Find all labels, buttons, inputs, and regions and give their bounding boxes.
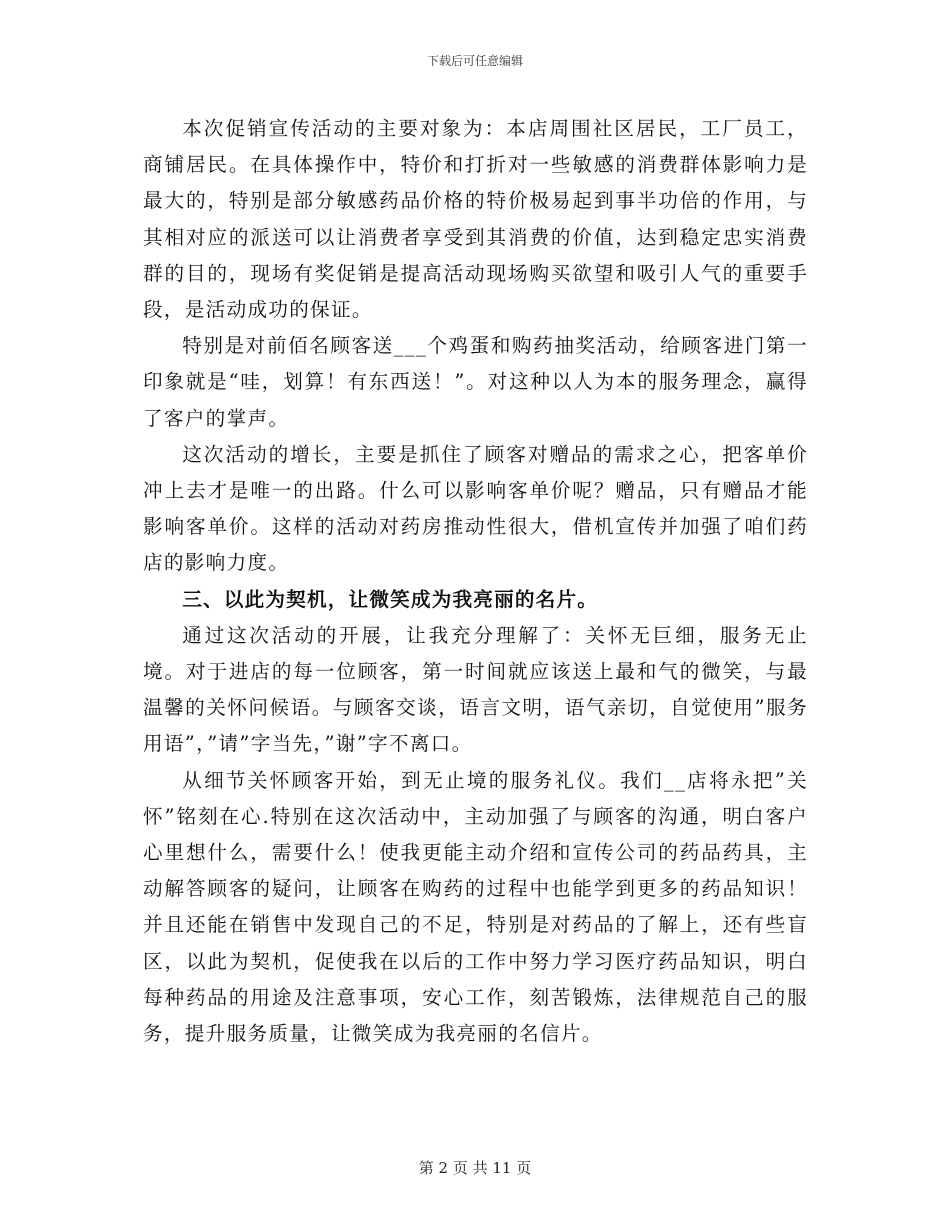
paragraph-gift-growth: 这次活动的增长，主要是抓住了顾客对赠品的需求之心，把客单价冲上去才是唯一的出路。什么可以影响客单价呢？赠品，只有赠品才能影响客单价。这样的活动对药房推动性很大，借机宣传并加强了咱们药店的影响力度。 xyxy=(143,442,808,575)
page-header-note: 下载后可任意编辑 xyxy=(426,54,523,68)
page-number-footer: 第 2 页 共 11 页 xyxy=(418,1159,532,1177)
paragraph-egg-giveaway: 特别是对前佰名顾客送___个鸡蛋和购药抽奖活动，给顾客进门第一印象就是“哇，划算！有东西送！”。对这种以人为本的服务理念，赢得了客户的掌声。 xyxy=(143,334,808,430)
section-heading-smile: 三、以此为契机，让微笑成为我亮丽的名片。 xyxy=(182,587,599,611)
paragraph-promotion-targets: 本次促销宣传活动的主要对象为：本店周围社区居民，工厂员工，商铺居民。在具体操作中，特价和打折对一些敏感的消费群体影响力是最大的，特别是部分敏感药品价格的特价极易起到事半功倍的作用，与其相对应的派送可以让消费者享受到其消费的价值，达到稳定忠实消费群的目的，现场有奖促销是提高活动现场购买欲望和吸引人气的重要手段，是活动成功的保证。 xyxy=(143,117,808,322)
paragraph-detail-care: 从细节关怀顾客开始，到无止境的服务礼仪。我们__店将永把”关怀”铭刻在心.特别在这次活动中，主动加强了与顾客的沟通，明白客户心里想什么，需要什么！使我更能主动介绍和宣传公司的药品药具，主动解答顾客的疑问，让顾客在购药的过程中也能学到更多的药品知识！并且还能在销售中发现自己的不足，特别是对药品的了解上，还有些盲区，以此为契机，促使我在以后的工作中努力学习医疗药品知识，明白每种药品的用途及注意事项，安心工作，刻苦锻炼，法律规范自己的服务，提升服务质量，让微笑成为我亮丽的名信片。 xyxy=(143,768,808,1046)
paragraph-service-understanding: 通过这次活动的开展，让我充分理解了：关怀无巨细，服务无止境。对于进店的每一位顾客，第一时间就应该送上最和气的微笑，与最温馨的关怀问候语。与顾客交谈，语言文明，语气亲切，自觉使用”服务用语”，”请”字当先，”谢”字不离口。 xyxy=(143,623,808,756)
document-body xyxy=(143,111,808,1052)
